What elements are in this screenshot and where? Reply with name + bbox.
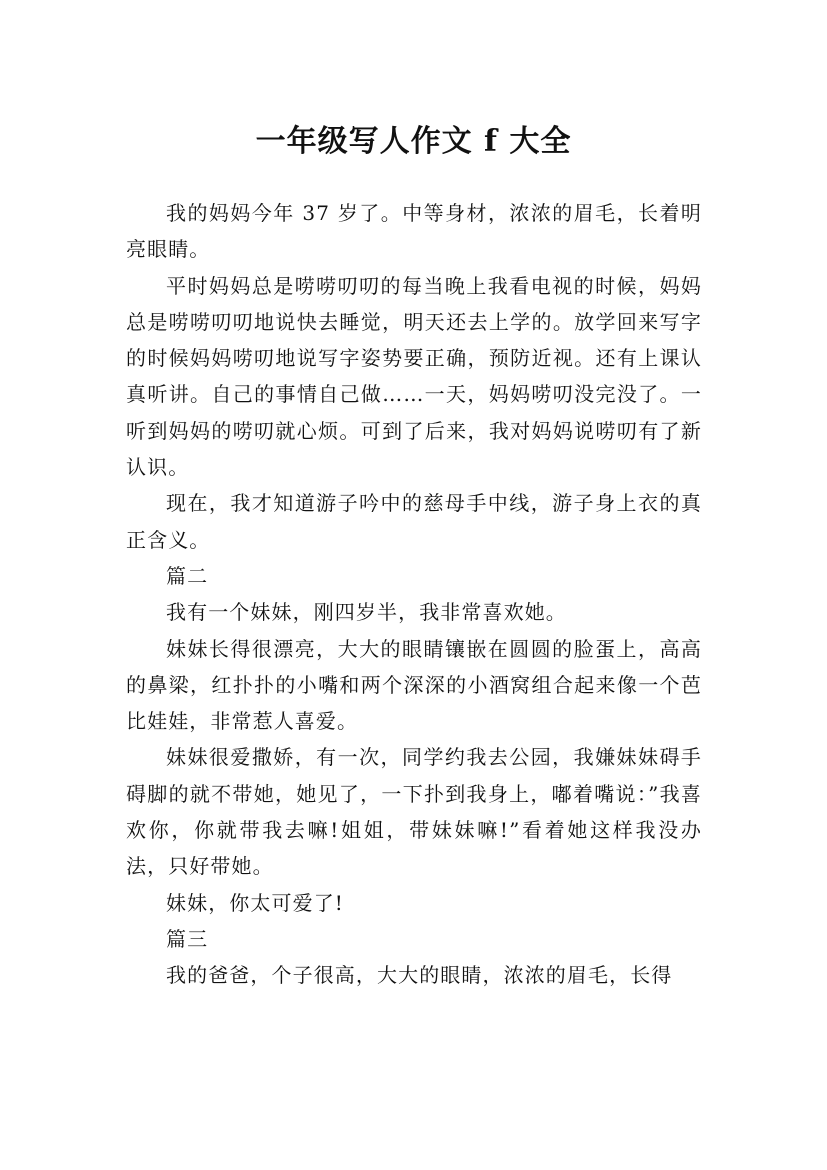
- section-heading: 篇二: [166, 563, 209, 588]
- document-title: 一年级写人作文 f 大全: [255, 124, 572, 160]
- document-body: [126, 195, 702, 994]
- paragraph: 平时妈妈总是唠唠叨叨的每当晚上我看电视的时候，妈妈总是唠唠叨叨地说快去睡觉，明天还去上学的。放学回来写字的时候妈妈唠叨地说写字姿势要正确，预防近视。还有上课认真听讲。自己的事情自己做……一天，妈妈唠叨没完没了。一听到妈妈的唠叨就心烦。可到了后来，我对妈妈说唠叨有了新认识。: [126, 273, 702, 480]
- paragraph: 妹妹很爱撒娇，有一次，同学约我去公园，我嫌妹妹碍手碍脚的就不带她，她见了，一下扑到我身上，嘟着嘴说：”我喜欢你，你就带我去嘛!姐姐，带妹妹嘛!”看着她这样我没办法，只好带她。: [126, 745, 702, 879]
- paragraph: 我有一个妹妹，刚四岁半，我非常喜欢她。: [166, 600, 567, 625]
- section-heading: 篇三: [166, 926, 209, 951]
- paragraph: 我的妈妈今年 37 岁了。中等身材，浓浓的眉毛，长着明亮眼睛。: [126, 201, 702, 262]
- paragraph: 现在，我才知道游子吟中的慈母手中线，游子身上衣的真正含义。: [126, 491, 702, 552]
- paragraph: 妹妹，你太可爱了!: [166, 890, 344, 915]
- paragraph: 我的爸爸，个子很高，大大的眼睛，浓浓的眉毛，长得: [166, 963, 673, 988]
- paragraph: 妹妹长得很漂亮，大大的眼睛镶嵌在圆圆的脸蛋上，高高的鼻梁，红扑扑的小嘴和两个深深的小酒窝组合起来像一个芭比娃娃，非常惹人喜爱。: [126, 636, 702, 734]
